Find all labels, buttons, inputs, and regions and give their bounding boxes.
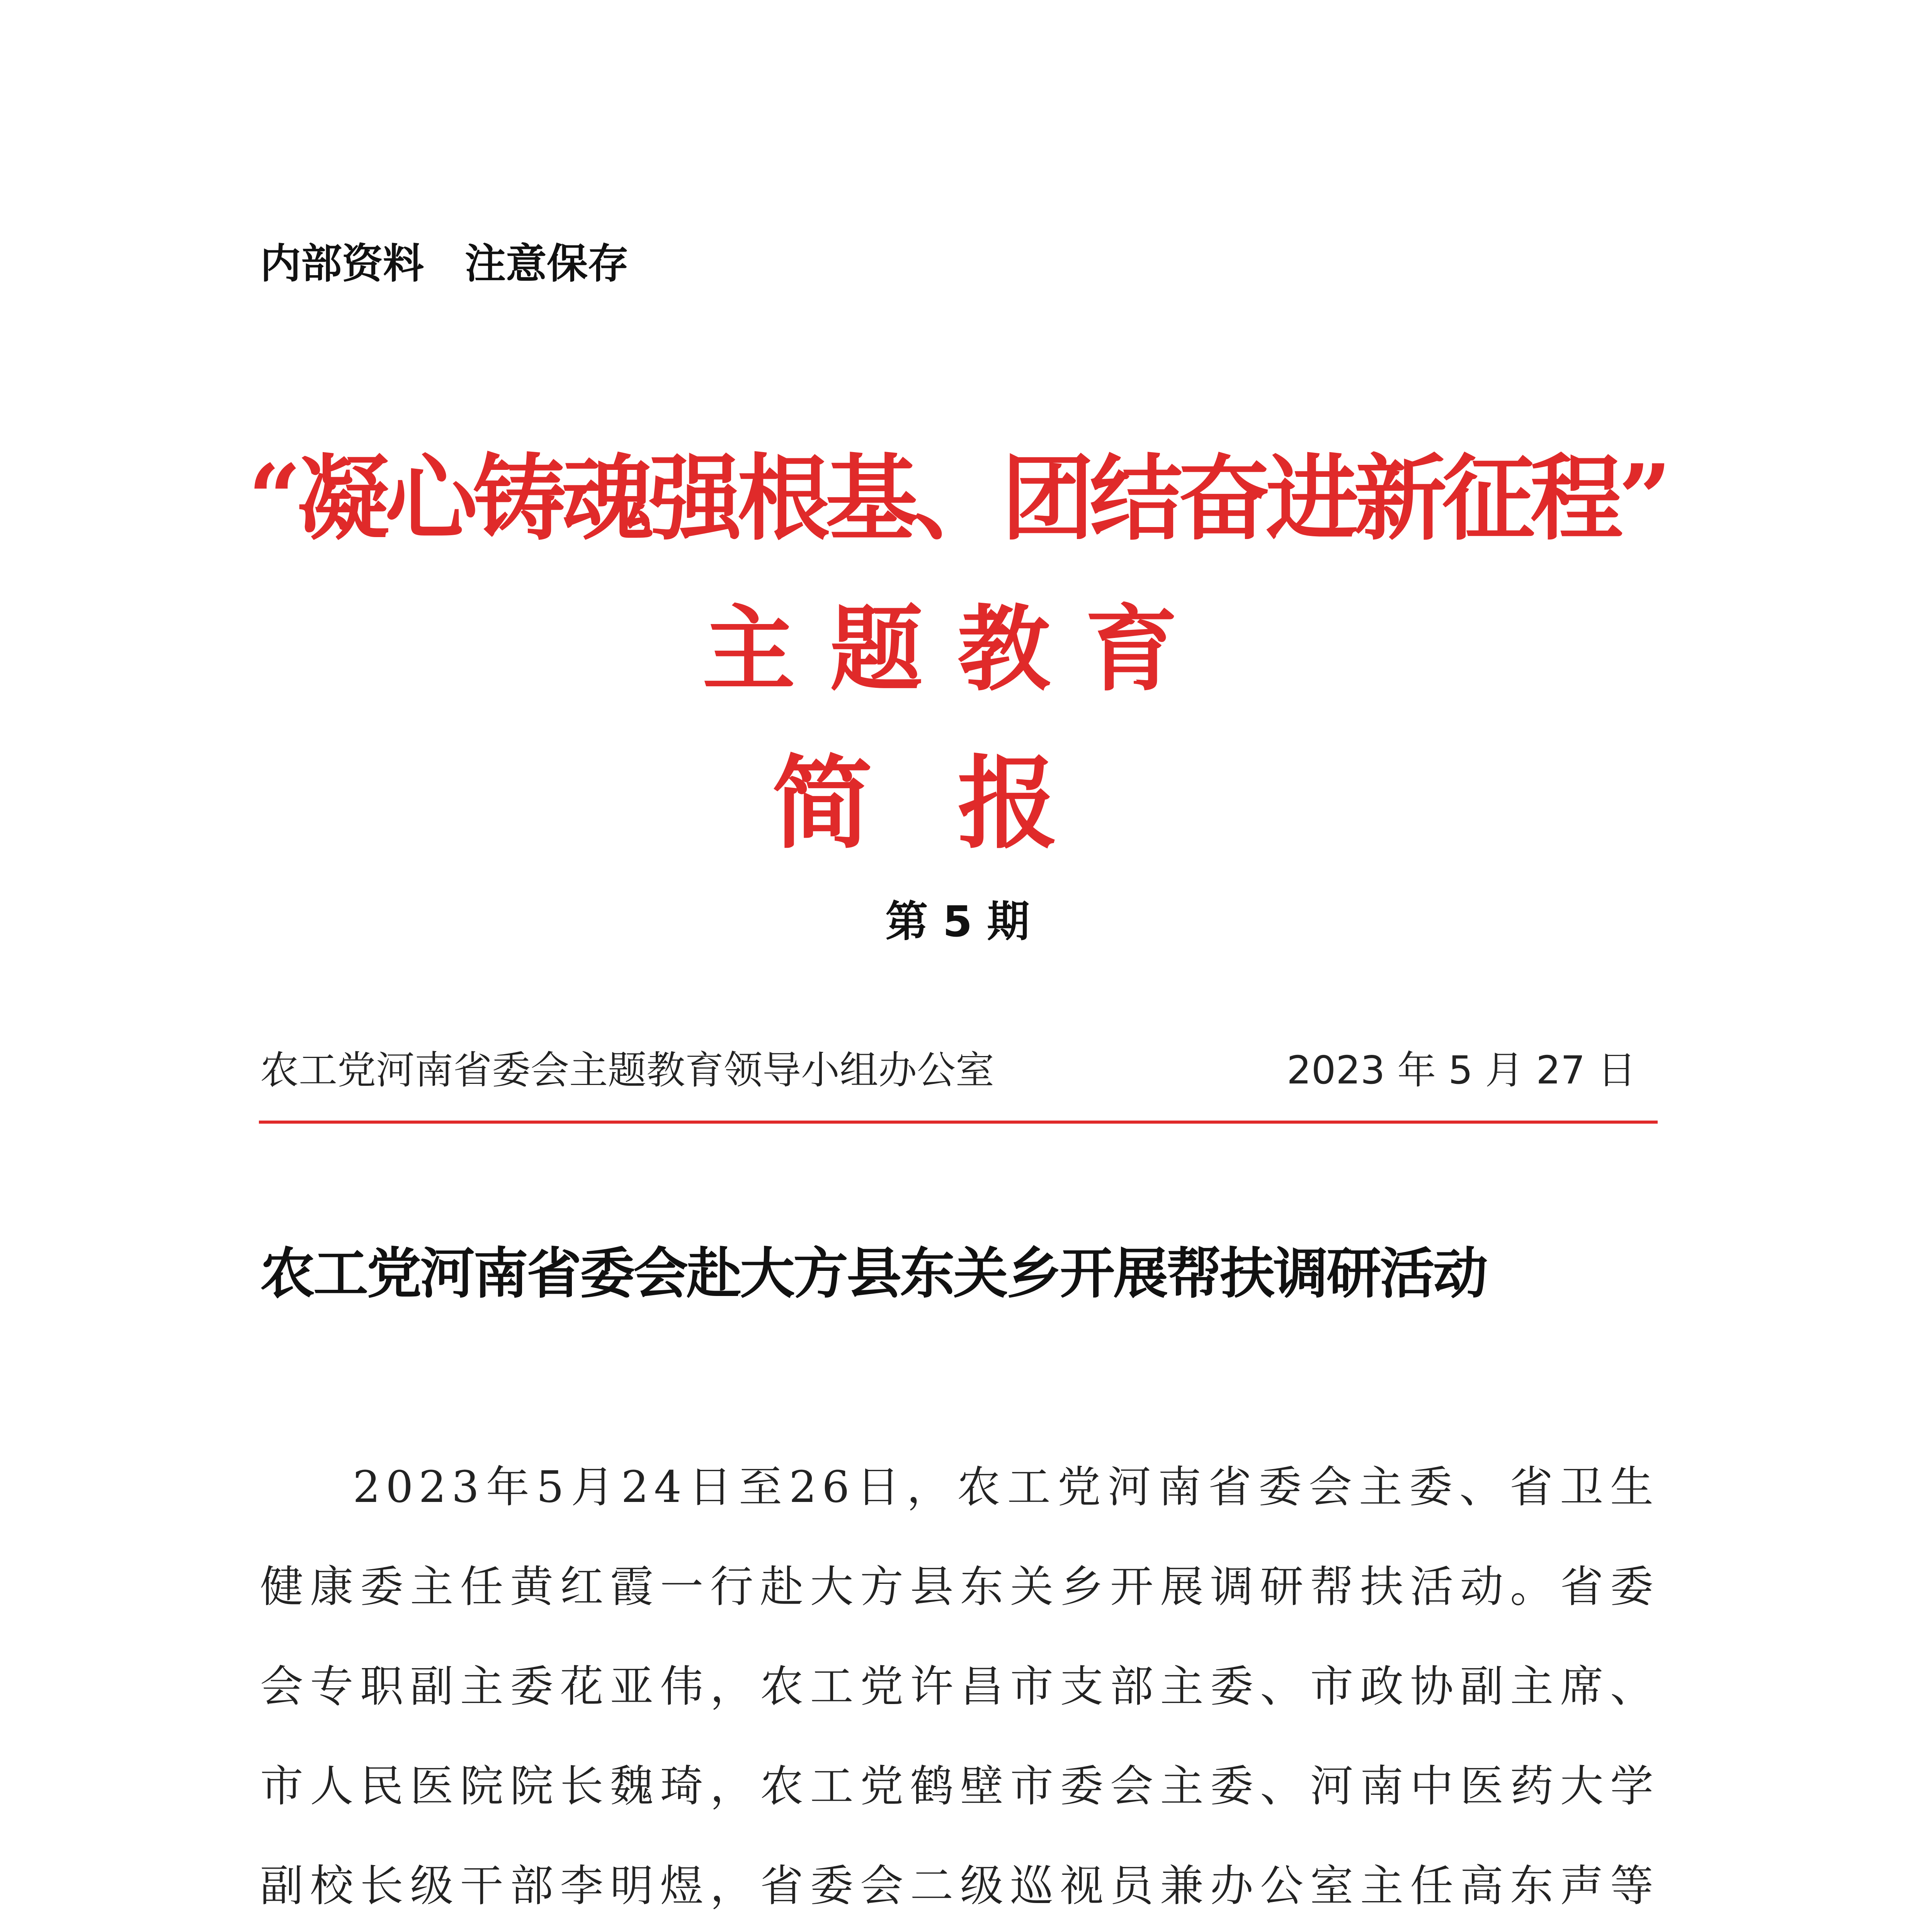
masthead-theme: 主题教育 [702,595,1213,704]
article-title: 农工党河南省委会赴大方县东关乡开展帮扶调研活动 [260,1242,1486,1306]
article-body [260,1437,1659,1932]
red-divider [259,1121,1658,1124]
issuing-office: 农工党河南省委会主题教育领导小组办公室 [260,1048,994,1093]
article-paragraph: 2023年5月24日至26日，农工党河南省委会主委、省卫生健康委主任黄红霞一行赴大方县东关乡开展调研帮扶活动。省委会专职副主委花亚伟，农工党许昌市支部主委、市政协副主席、市人民医院院长魏琦，农工党鹤壁市委会主委、河南中医药大学副校长级干部李明煜，省委会二级巡视员兼办公室主任高东声等 [260,1462,1659,1911]
internal-notice: 内部资料 注意保存 [260,240,629,287]
issue-number: 第 5 期 [885,897,1030,946]
masthead-bulletin: 简报 [772,745,1143,862]
issue-date: 2023 年 5 月 27 日 [1287,1048,1636,1093]
masthead-slogan: “凝心铸魂强根基、团结奋进新征程” [248,444,1667,553]
